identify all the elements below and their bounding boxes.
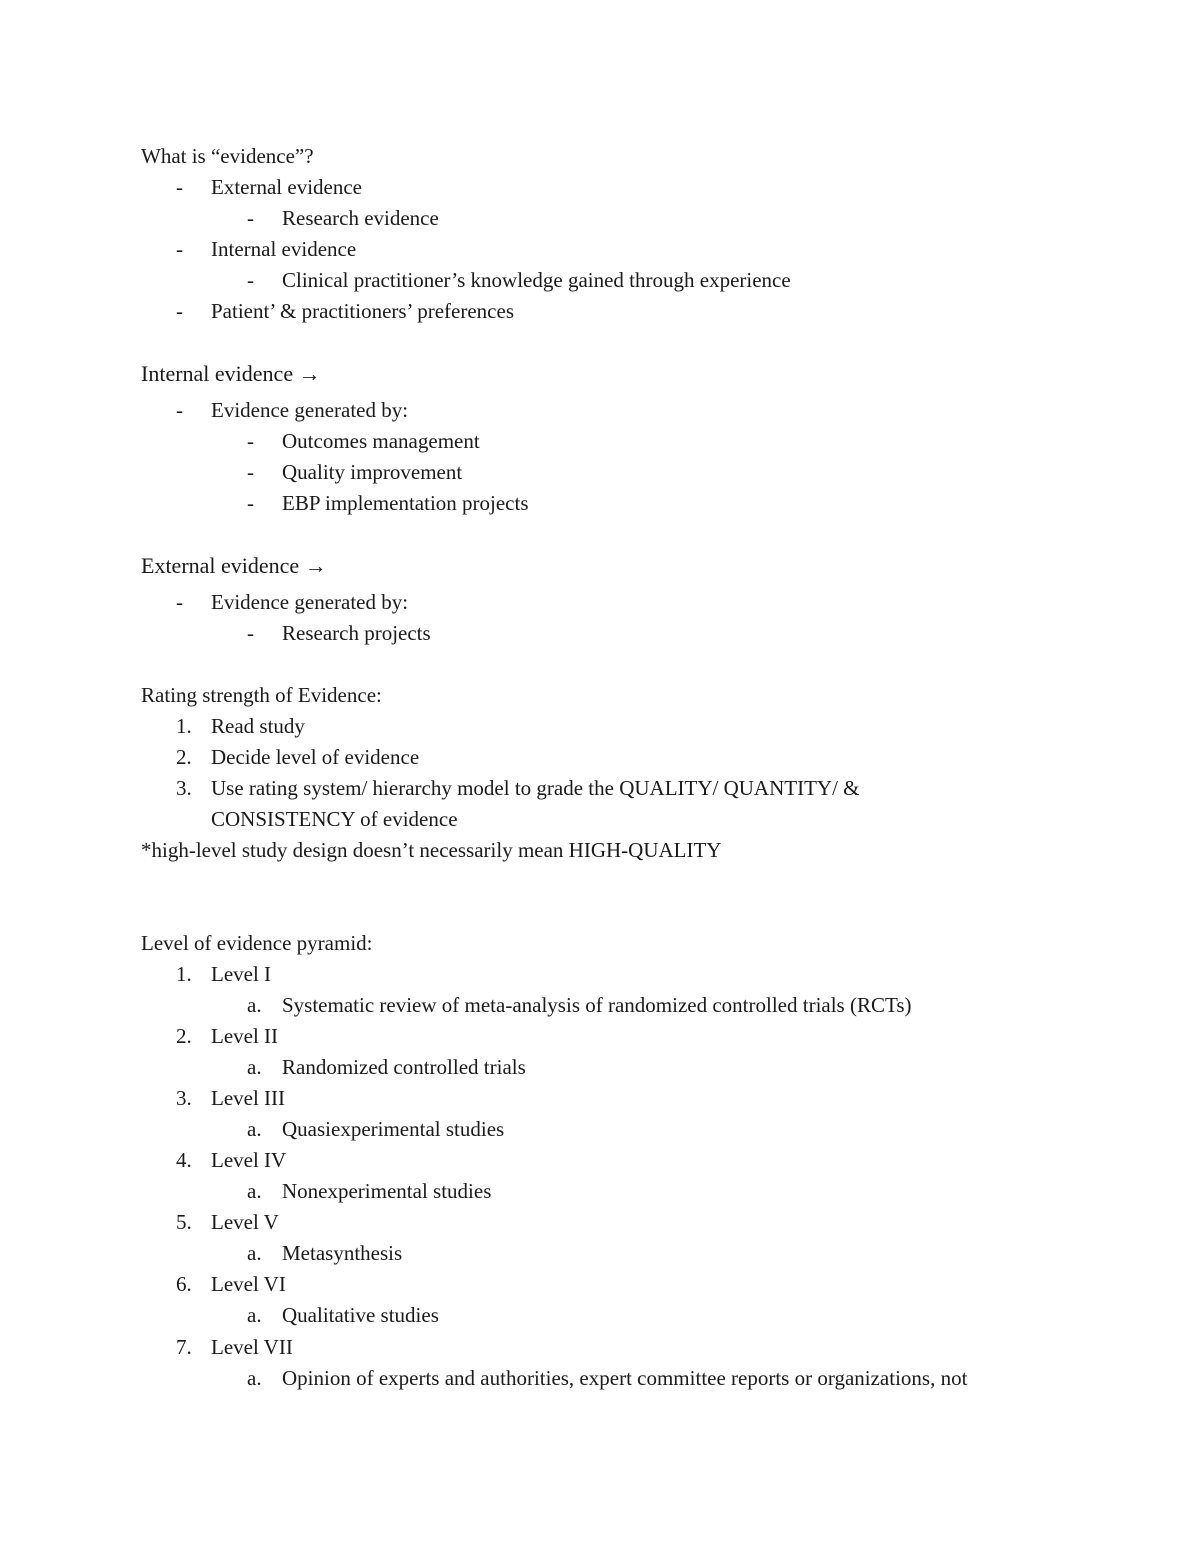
letter-marker: a.: [247, 1179, 262, 1203]
level-description: Quasiexperimental studies: [282, 1117, 505, 1141]
level-description: Systematic review of meta-analysis of randomized controlled trials (RCTs): [282, 993, 912, 1017]
level-label: Level II: [211, 1024, 279, 1048]
number-marker: 6.: [176, 1272, 192, 1296]
section-title-external-evidence: External evidence →: [141, 553, 327, 578]
number-marker: 1.: [176, 714, 192, 738]
level-description: Nonexperimental studies: [282, 1179, 492, 1203]
number-marker: 5.: [176, 1210, 192, 1234]
number-marker: 7.: [176, 1335, 192, 1359]
level-description: Metasynthesis: [282, 1241, 403, 1265]
list-item-rating-system-continued: CONSISTENCY of evidence: [211, 807, 458, 831]
bullet-marker: -: [176, 299, 183, 323]
list-item-generated-by: Evidence generated by:: [211, 398, 409, 422]
bullet-marker: -: [247, 206, 254, 230]
level-label: Level IV: [211, 1148, 287, 1172]
list-item-rating-system: Use rating system/ hierarchy model to grade the QUALITY/ QUANTITY/ &: [211, 776, 860, 800]
letter-marker: a.: [247, 1241, 262, 1265]
section-title-what-is-evidence: What is “evidence”?: [141, 144, 314, 168]
section-title-internal-evidence: Internal evidence →: [141, 361, 321, 386]
number-marker: 1.: [176, 962, 192, 986]
list-item-clinical-knowledge: Clinical practitioner’s knowledge gained through experience: [282, 268, 791, 292]
bullet-marker: -: [176, 590, 183, 614]
bullet-marker: -: [247, 621, 254, 645]
note-high-level-study: *high-level study design doesn’t necessarily mean HIGH-QUALITY: [141, 838, 722, 862]
list-item-ebp-projects: EBP implementation projects: [282, 491, 529, 515]
level-label: Level V: [211, 1210, 279, 1234]
number-marker: 4.: [176, 1148, 192, 1172]
list-item-outcomes-management: Outcomes management: [282, 429, 480, 453]
bullet-marker: -: [247, 460, 254, 484]
bullet-marker: -: [247, 429, 254, 453]
number-marker: 3.: [176, 776, 192, 800]
number-marker: 3.: [176, 1086, 192, 1110]
level-description: Randomized controlled trials: [282, 1055, 526, 1079]
section-title-pyramid: Level of evidence pyramid:: [141, 931, 373, 955]
list-item-decide-level: Decide level of evidence: [211, 745, 420, 769]
letter-marker: a.: [247, 993, 262, 1017]
list-item-research-projects: Research projects: [282, 621, 431, 645]
letter-marker: a.: [247, 1117, 262, 1141]
list-item-external-evidence: External evidence: [211, 175, 362, 199]
bullet-marker: -: [176, 237, 183, 261]
bullet-marker: -: [176, 175, 183, 199]
letter-marker: a.: [247, 1303, 262, 1327]
number-marker: 2.: [176, 745, 192, 769]
bullet-marker: -: [247, 268, 254, 292]
bullet-marker: -: [247, 491, 254, 515]
list-item-read-study: Read study: [211, 714, 305, 738]
section-title-rating-strength: Rating strength of Evidence:: [141, 683, 382, 707]
bullet-marker: -: [176, 398, 183, 422]
letter-marker: a.: [247, 1055, 262, 1079]
letter-marker: a.: [247, 1366, 262, 1390]
level-description: Qualitative studies: [282, 1303, 439, 1327]
list-item-preferences: Patient’ & practitioners’ preferences: [211, 299, 514, 323]
list-item-generated-by: Evidence generated by:: [211, 590, 409, 614]
level-label: Level III: [211, 1086, 286, 1110]
list-item-internal-evidence: Internal evidence: [211, 237, 357, 261]
list-item-research-evidence: Research evidence: [282, 206, 439, 230]
list-item-quality-improvement: Quality improvement: [282, 460, 463, 484]
number-marker: 2.: [176, 1024, 192, 1048]
level-label: Level I: [211, 962, 272, 986]
level-label: Level VII: [211, 1335, 293, 1359]
level-label: Level VI: [211, 1272, 286, 1296]
level-description: Opinion of experts and authorities, expert committee reports or organizations, not: [282, 1366, 968, 1390]
